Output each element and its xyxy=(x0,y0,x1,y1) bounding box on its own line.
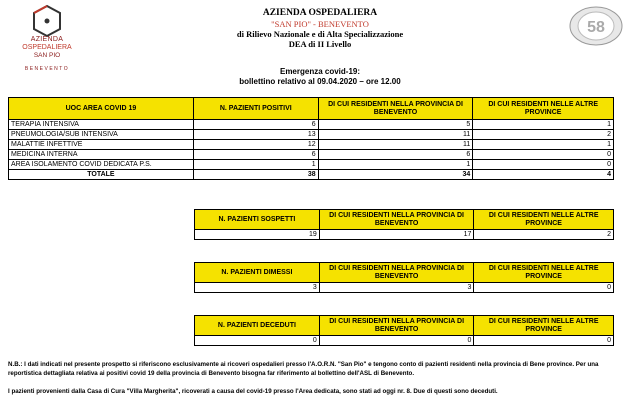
deceduti-header-bn: DI CUI RESIDENTI NELLA PROVINCIA DI BENEVENTO xyxy=(319,316,474,336)
total-row xyxy=(9,170,614,180)
row-bn: 11 xyxy=(318,130,473,140)
table-row xyxy=(195,336,614,346)
table-row xyxy=(9,130,614,140)
row-bn: 6 xyxy=(318,150,473,160)
bulletin-title: Emergenza covid-19: xyxy=(279,67,361,76)
logo-line4: BENEVENTO xyxy=(24,66,70,72)
total-altre: 4 xyxy=(473,170,614,180)
deceduti-header-altre: DI CUI RESIDENTI NELLE ALTRE PROVINCE xyxy=(474,316,614,336)
channel-logo-label: 58 xyxy=(587,19,605,36)
row-bn: 1 xyxy=(318,160,473,170)
row-bn: 11 xyxy=(318,140,473,150)
logo-line3: SAN PIO xyxy=(33,52,61,59)
logo-line1: AZIENDA xyxy=(30,36,64,43)
table-row xyxy=(9,160,614,170)
row-altre: 2 xyxy=(473,130,614,140)
row-label: MEDICINA INTERNA xyxy=(9,150,194,160)
row-positivi: 1 xyxy=(193,160,318,170)
header-line4: DEA di II Livello xyxy=(288,39,352,49)
bulletin-subtitle: bollettino relativo al 09.04.2020 – ore 12.00 xyxy=(239,77,401,86)
sospetti-header-bn: DI CUI RESIDENTI NELLA PROVINCIA DI BENEVENTO xyxy=(319,210,474,230)
dimessi-count: 3 xyxy=(195,283,320,293)
total-positivi: 38 xyxy=(193,170,318,180)
deceduti-count: 0 xyxy=(195,336,320,346)
row-altre: 0 xyxy=(473,150,614,160)
total-bn: 34 xyxy=(318,170,473,180)
deceduti-header-count: N. PAZIENTI DECEDUTI xyxy=(195,316,320,336)
dimessi-bn: 3 xyxy=(319,283,474,293)
channel-logo-icon xyxy=(564,4,624,48)
sospetti-header-altre: DI CUI RESIDENTI NELLE ALTRE PROVINCE xyxy=(474,210,614,230)
header-line3: di Rilievo Nazionale e di Alta Specializzazione xyxy=(236,29,404,39)
dimessi-header-altre: DI CUI RESIDENTI NELLE ALTRE PROVINCE xyxy=(474,263,614,283)
table-row xyxy=(9,150,614,160)
table-row xyxy=(9,140,614,150)
table-row xyxy=(195,283,614,293)
dimessi-altre: 0 xyxy=(474,283,614,293)
col-header-uoc: UOC AREA COVID 19 xyxy=(9,98,194,120)
table-row xyxy=(195,230,614,240)
deceduti-table xyxy=(194,315,614,346)
sospetti-header-count: N. PAZIENTI SOSPETTI xyxy=(195,210,320,230)
deceduti-altre: 0 xyxy=(474,336,614,346)
sospetti-count: 19 xyxy=(195,230,320,240)
sospetti-bn: 17 xyxy=(319,230,474,240)
col-header-altre: DI CUI RESIDENTI NELLE ALTRE PROVINCE xyxy=(473,98,614,120)
row-positivi: 6 xyxy=(193,120,318,130)
col-header-positivi: N. PAZIENTI POSITIVI xyxy=(193,98,318,120)
note-extra: I pazienti provenienti dalla Casa di Cura "Villa Margherita", ricoverati a causa del covid-19 presso l'Area dedicata, sono stati ad oggi nr. 8. Due di questi sono deceduti. xyxy=(8,388,498,395)
sospetti-table xyxy=(194,209,614,240)
total-label: TOTALE xyxy=(9,170,194,180)
row-label: PNEUMOLOGIA/SUB INTENSIVA xyxy=(9,130,194,140)
sospetti-altre: 2 xyxy=(474,230,614,240)
dimessi-header-count: N. PAZIENTI DIMESSI xyxy=(195,263,320,283)
row-positivi: 13 xyxy=(193,130,318,140)
main-table xyxy=(8,97,614,180)
row-positivi: 12 xyxy=(193,140,318,150)
header-subtitle: "SAN PIO" - BENEVENTO xyxy=(271,19,369,29)
dimessi-table xyxy=(194,262,614,293)
row-positivi: 6 xyxy=(193,150,318,160)
deceduti-bn: 0 xyxy=(319,336,474,346)
row-altre: 0 xyxy=(473,160,614,170)
table-row xyxy=(9,120,614,130)
row-label: TERAPIA INTENSIVA xyxy=(9,120,194,130)
header-title: AZIENDA OSPEDALIERA xyxy=(262,8,378,18)
dimessi-header-bn: DI CUI RESIDENTI NELLA PROVINCIA DI BENEVENTO xyxy=(319,263,474,283)
hospital-logo-icon xyxy=(30,4,64,38)
row-altre: 1 xyxy=(473,120,614,130)
logo-line2: OSPEDALIERA xyxy=(22,44,72,51)
row-label: AREA ISOLAMENTO COVID DEDICATA P.S. xyxy=(9,160,194,170)
row-bn: 5 xyxy=(318,120,473,130)
note-nb: N.B.: I dati indicati nel presente prospetto si riferiscono esclusivamente ai ricoveri ospedalieri presso l'A.O.R.N. "San Pio" e tengono conto di pazienti residenti nella provincia di Bene province. Per una reportistica dettagliata relativa ai positivi covid 19 della provincia di Benevento bisogna far riferimento al bollettino dell'ASL di Benevento. xyxy=(8,361,599,377)
row-label: MALATTIE INFETTIVE xyxy=(9,140,194,150)
col-header-bn: DI CUI RESIDENTI NELLA PROVINCIA DI BENEVENTO xyxy=(318,98,473,120)
row-altre: 1 xyxy=(473,140,614,150)
